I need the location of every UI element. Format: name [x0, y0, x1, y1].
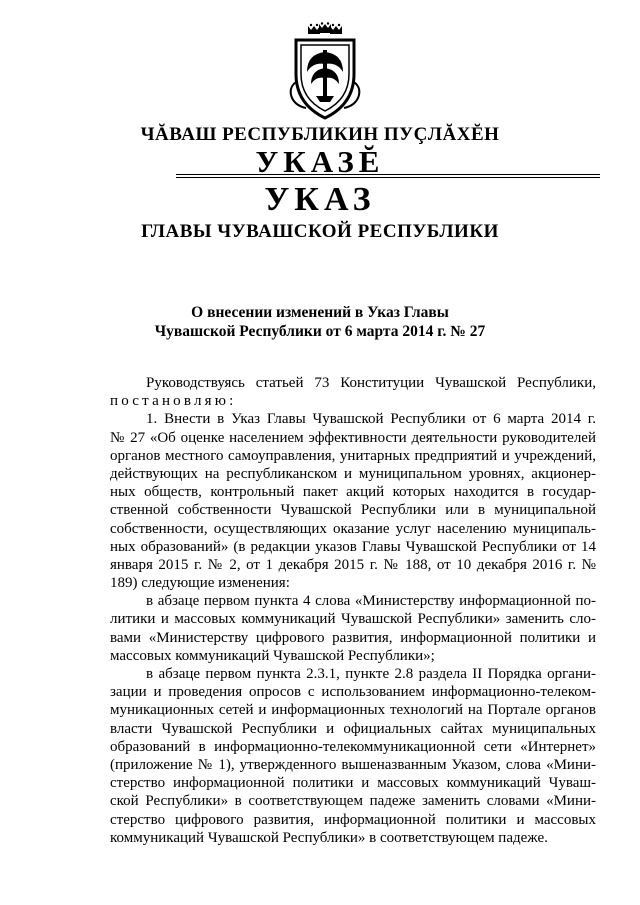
body-line: вами «Министерству цифрового развития, информационной политики и	[110, 629, 596, 646]
russian-header-subtitle: ГЛАВЫ ЧУВАШСКОЙ РЕСПУБЛИКИ	[141, 221, 499, 242]
document-title	[0, 303, 640, 341]
body-line: стерство информационной политики и массовых коммуникаций Чуваш-	[110, 775, 596, 792]
body-line: ственной собственности Чувашской Республики или в муниципальной	[110, 502, 596, 519]
body-line: муникационных сетей и информационных технологий на Портале органов	[110, 702, 596, 719]
header-divider-top	[176, 174, 600, 175]
body-line: в абзаце первом пункта 2.3.1, пункте 2.8 раздела II Порядка органи-	[146, 666, 596, 682]
body-line: ных образований» (в редакции указов Главы Чувашской Республики от 14	[110, 538, 596, 555]
body-line: 189) следующие изменения:	[110, 575, 290, 592]
body-line: образований в информационно-телекоммуникационной сети «Интернет»	[110, 738, 596, 755]
body-line: стерство цифрового развития, информационной политики и массовых	[110, 811, 596, 828]
body-line: постановляю:	[110, 393, 237, 410]
coat-of-arms-emblem	[286, 22, 364, 122]
body-line: января 2015 г. № 2, от 1 декабря 2015 г. № 188, от 10 декабря 2016 г. №	[110, 556, 596, 573]
body-line: органов местного самоуправления, унитарных предприятий и учреждений,	[110, 447, 596, 464]
body-line: собственности, осуществляющих оказание услуг населению муниципаль-	[110, 520, 596, 537]
body-line: № 27 «Об оценке населением эффективности деятельности руководителей	[110, 429, 596, 446]
body-line: 1. Внести в Указ Главы Чувашской Республики от 6 марта 2014 г.	[146, 411, 596, 428]
chuvash-ukaz-heading: УКАЗĔ	[255, 144, 385, 179]
body-line: в абзаце первом пункта 4 слова «Министерству информационной по-	[146, 593, 596, 610]
body-line: ных обществ, контрольный пакет акций которых находится в государ-	[110, 484, 596, 501]
document-body	[110, 374, 596, 847]
body-line: зации и проведения опросов с использованием информационно-телеком-	[110, 684, 596, 701]
document-title-line: О внесении изменений в Указ Главы	[191, 304, 449, 321]
russian-ukaz-heading: УКАЗ	[264, 181, 376, 218]
body-line: литики и массовых коммуникаций Чувашской Республики» заменить сло-	[110, 611, 596, 628]
body-line: (приложение № 1), утвержденного вышеназванным Указом, слова «Мини-	[110, 756, 596, 773]
body-line: ской Республики» в соответствующем падеже заменить словами «Мини-	[110, 793, 596, 810]
body-line: Руководствуясь статьей 73 Конституции Чувашской Республики,	[146, 375, 596, 391]
document-title-line: Чувашской Республики от 6 марта 2014 г. № 27	[154, 323, 486, 340]
body-line: власти Чувашской Республики и официальных сайтах муниципальных	[110, 720, 596, 737]
body-line: коммуникаций Чувашской Республики» в соответствующем падеже.	[110, 829, 548, 846]
header-divider-bottom	[176, 177, 600, 178]
body-line: массовых коммуникаций Чувашской Республики»;	[110, 647, 435, 664]
chuvash-header-title: ЧĂВАШ РЕСПУБЛИКИН ПУÇЛĂХĔН	[140, 124, 500, 145]
body-line: действующих на республиканском и муниципальном уровнях, акционер-	[110, 465, 596, 482]
